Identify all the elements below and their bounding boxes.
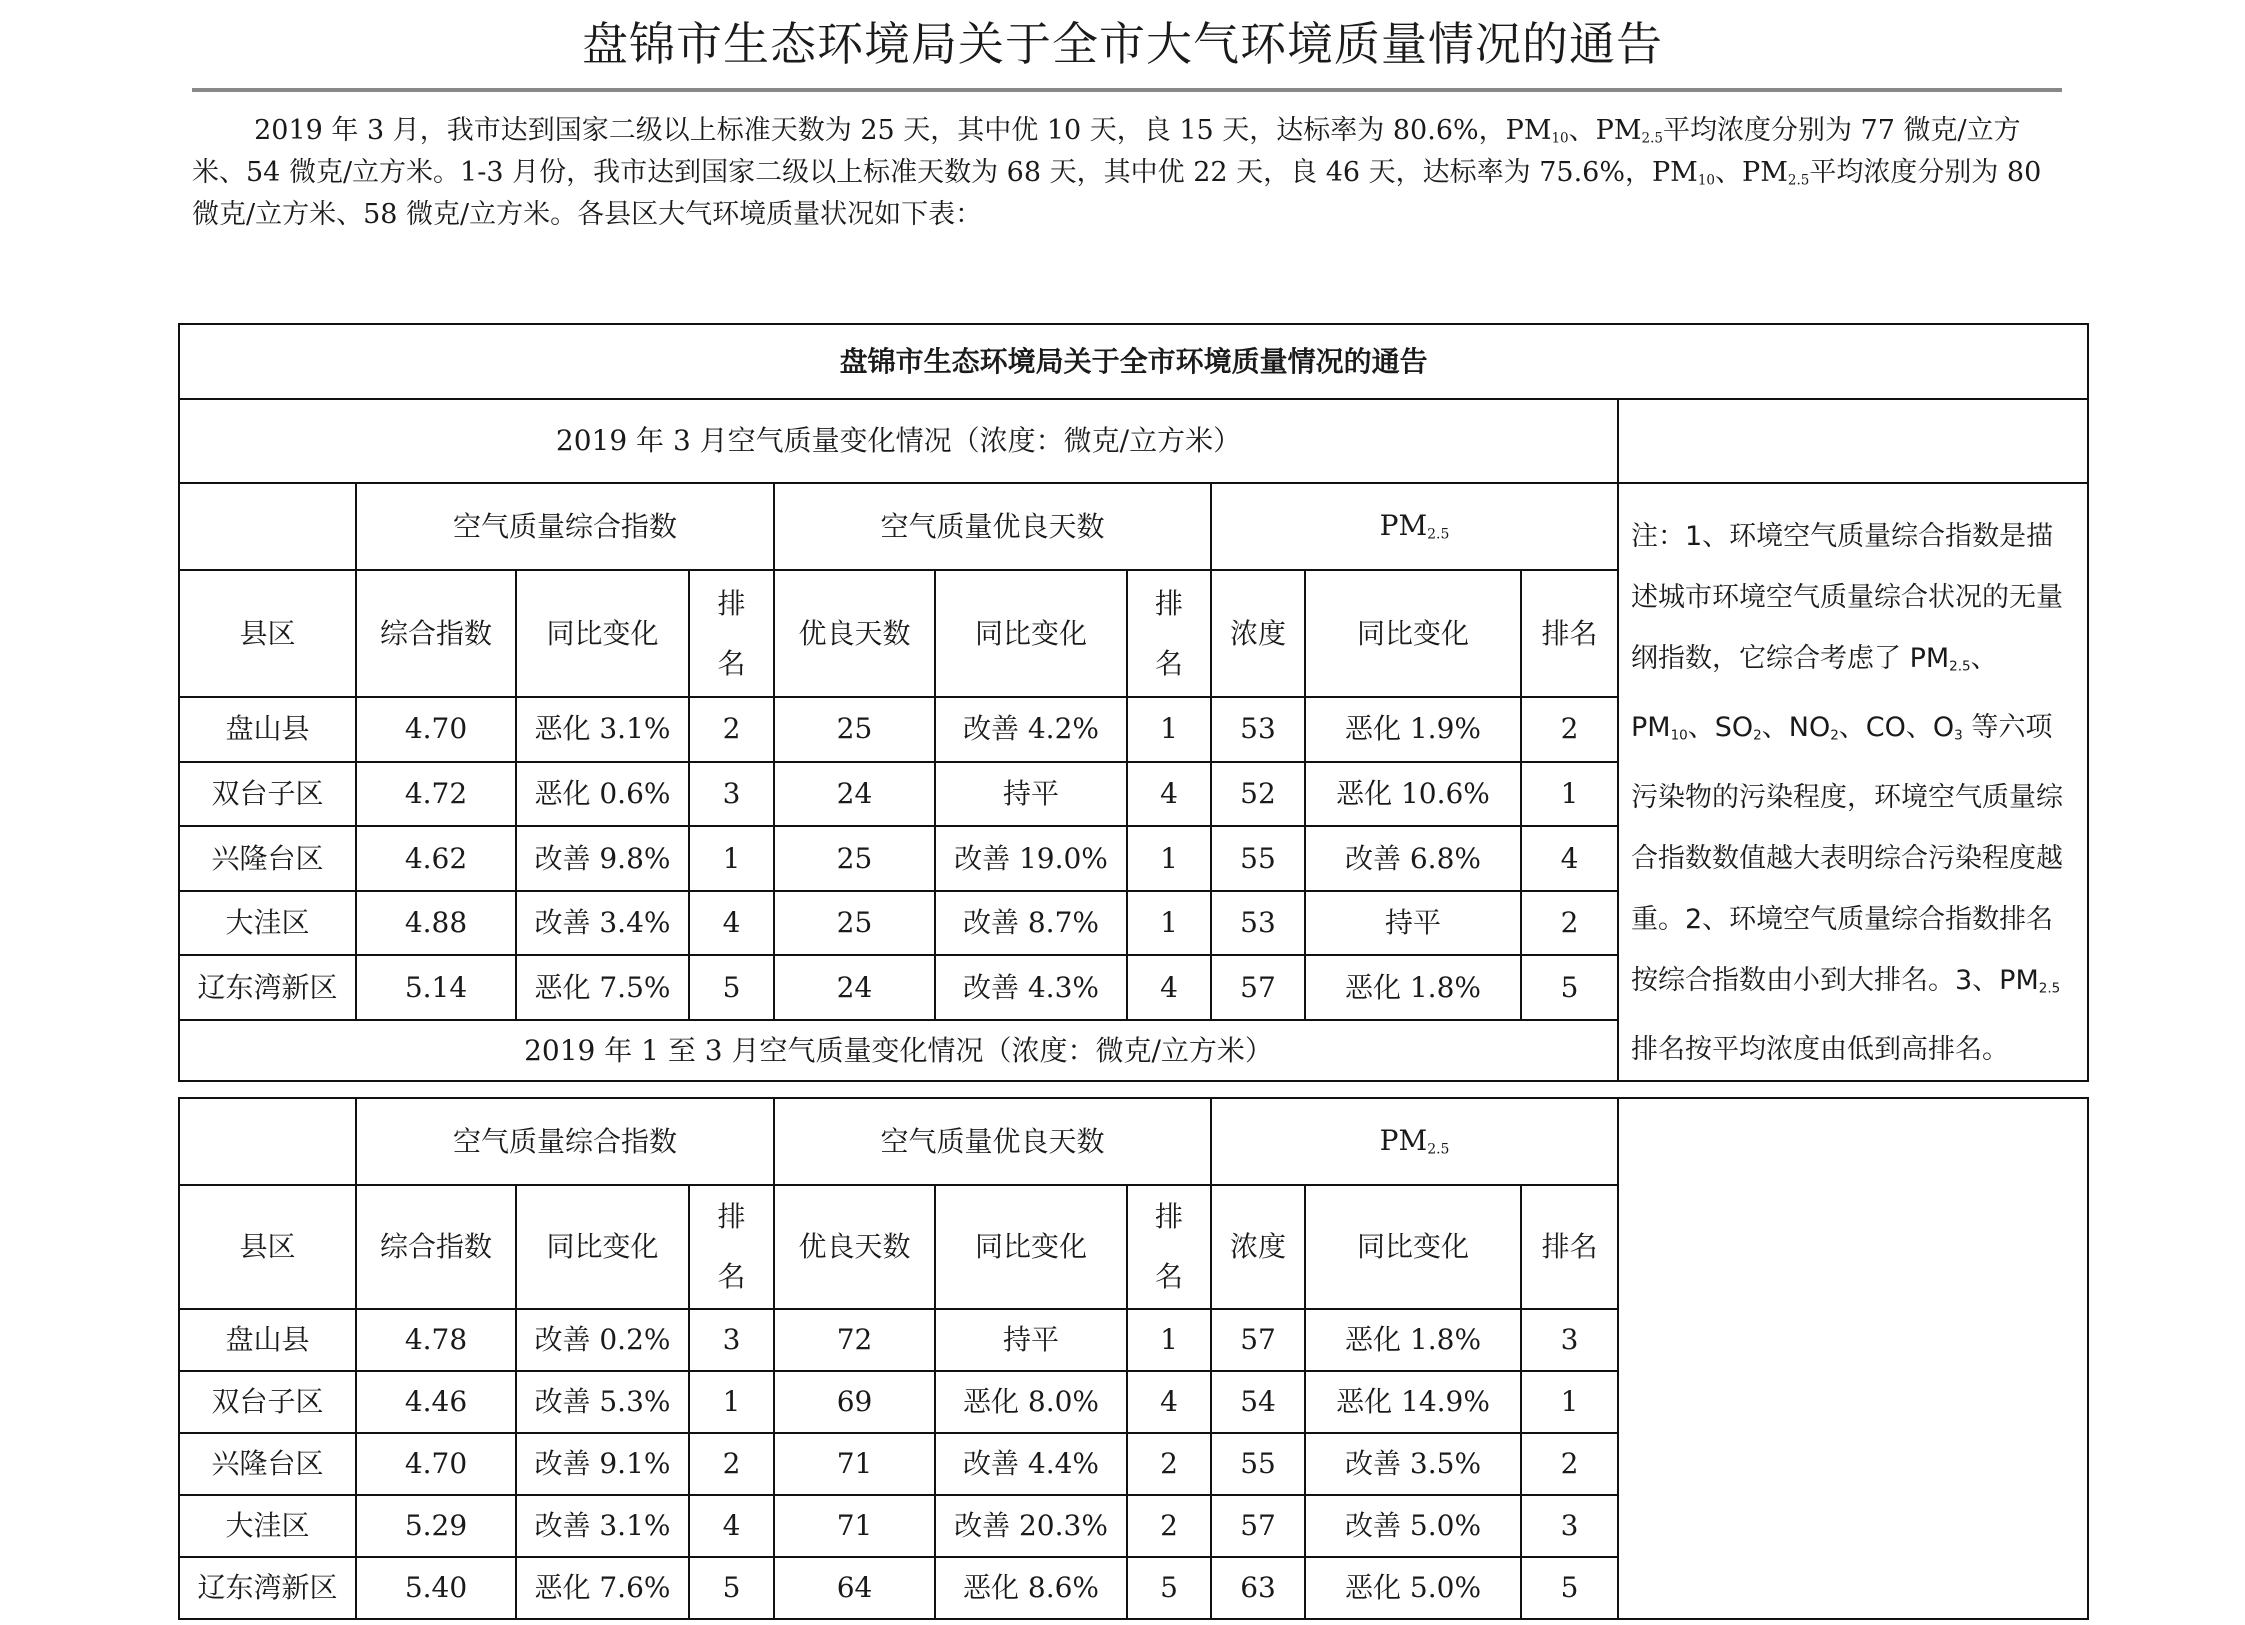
table-cell: 1 xyxy=(1521,1371,1618,1433)
col-good-days: 优良天数 xyxy=(774,1185,935,1309)
table-cell: 5 xyxy=(1521,1557,1618,1619)
table-cell: 4.46 xyxy=(356,1371,516,1433)
group-aqi: 空气质量综合指数 xyxy=(356,483,774,570)
table-cell: 3 xyxy=(689,762,774,827)
table-cell: 恶化 5.0% xyxy=(1305,1557,1521,1619)
col-index: 综合指数 xyxy=(356,570,516,697)
blank-cell xyxy=(1618,399,2088,483)
col-rank: 排 名 xyxy=(1127,570,1211,697)
table-cell: 2 xyxy=(689,1433,774,1495)
table-cell: 改善 5.3% xyxy=(516,1371,689,1433)
table-cell: 恶化 7.5% xyxy=(516,955,689,1020)
table-cell: 55 xyxy=(1211,1433,1305,1495)
table-cell: 24 xyxy=(774,955,935,1020)
table-cell: 持平 xyxy=(935,762,1127,827)
table-cell: 兴隆台区 xyxy=(179,1433,356,1495)
table-cell: 5 xyxy=(1521,955,1618,1020)
table-cell: 54 xyxy=(1211,1371,1305,1433)
table-cell: 双台子区 xyxy=(179,1371,356,1433)
col-yoy: 同比变化 xyxy=(935,1185,1127,1309)
col-rank: 排名 xyxy=(1521,570,1618,697)
table-cell: 改善 4.3% xyxy=(935,955,1127,1020)
table-cell: 恶化 1.8% xyxy=(1305,955,1521,1020)
table-cell: 57 xyxy=(1211,1495,1305,1557)
col-yoy: 同比变化 xyxy=(516,1185,689,1309)
march-table xyxy=(178,323,2089,1082)
group-good-days: 空气质量优良天数 xyxy=(774,483,1211,570)
table-cell: 兴隆台区 xyxy=(179,826,356,891)
table-cell: 5.29 xyxy=(356,1495,516,1557)
table-cell: 持平 xyxy=(1305,891,1521,956)
table-cell: 改善 3.5% xyxy=(1305,1433,1521,1495)
table-cell: 71 xyxy=(774,1433,935,1495)
table-cell: 63 xyxy=(1211,1557,1305,1619)
col-conc: 浓度 xyxy=(1211,570,1305,697)
table-cell: 1 xyxy=(1127,697,1211,762)
table-cell: 4.70 xyxy=(356,697,516,762)
table-cell: 64 xyxy=(774,1557,935,1619)
table-cell: 3 xyxy=(1521,1309,1618,1371)
table-cell: 25 xyxy=(774,697,935,762)
corner-cell xyxy=(179,1098,356,1185)
table-cell: 辽东湾新区 xyxy=(179,955,356,1020)
col-yoy: 同比变化 xyxy=(935,570,1127,697)
table-cell: 5 xyxy=(689,955,774,1020)
group-pm25: $PM_{2.5}$ xyxy=(1211,483,1618,570)
table-cell: 改善 6.8% xyxy=(1305,826,1521,891)
table-cell: 恶化 0.6% xyxy=(516,762,689,827)
group-pm25: $PM_{2.5}$ xyxy=(1211,1098,1618,1185)
table-cell: 4.88 xyxy=(356,891,516,956)
col-rank: 排 名 xyxy=(689,1185,774,1309)
col-good-days: 优良天数 xyxy=(774,570,935,697)
q1-table xyxy=(178,1097,2089,1620)
table-cell: 双台子区 xyxy=(179,762,356,827)
table-cell: 72 xyxy=(774,1309,935,1371)
table-cell: 57 xyxy=(1211,955,1305,1020)
table-cell: 改善 5.0% xyxy=(1305,1495,1521,1557)
table-cell: 1 xyxy=(1127,891,1211,956)
col-yoy: 同比变化 xyxy=(516,570,689,697)
table-cell: 改善 9.8% xyxy=(516,826,689,891)
col-yoy: 同比变化 xyxy=(1305,1185,1521,1309)
table-cell: 25 xyxy=(774,826,935,891)
table-cell: 53 xyxy=(1211,697,1305,762)
table-cell: 1 xyxy=(689,1371,774,1433)
table-cell: 改善 8.7% xyxy=(935,891,1127,956)
table-cell: 4.78 xyxy=(356,1309,516,1371)
table-cell: 盘山县 xyxy=(179,1309,356,1371)
table-cell: 4 xyxy=(1127,955,1211,1020)
table-cell: 4 xyxy=(1127,762,1211,827)
table-cell: 4.70 xyxy=(356,1433,516,1495)
table-cell: 2 xyxy=(1521,697,1618,762)
table-heading: 盘锦市生态环境局关于全市环境质量情况的通告 xyxy=(179,324,2088,399)
title-divider xyxy=(192,88,2062,92)
col-county: 县区 xyxy=(179,1185,356,1309)
table-cell: 盘山县 xyxy=(179,697,356,762)
table-cell: 4 xyxy=(1521,826,1618,891)
table-cell: 辽东湾新区 xyxy=(179,1557,356,1619)
table-cell: 4.62 xyxy=(356,826,516,891)
table-cell: 改善 4.2% xyxy=(935,697,1127,762)
intro-text: 2019 年 3 月，我市达到国家二级以上标准天数为 25 天，其中优 10 天，良 15 天，达标率为 80.6%，$PM_{10}$、$PM_{2.5}$平均浓度分别为 77 微克/立方米、54 微克/立方米。1-3 月份，我市达到国家二级以上标准天数为 68 天，其中优 22 天，良 46 天，达标率为 75.6%，$PM_{10}$、$PM_{2.5}$平均浓度分别为 80 微克/立方米、58 微克/立方米。各县区大气环境质量状况如下表： xyxy=(192,115,2042,230)
col-county: 县区 xyxy=(179,570,356,697)
group-good-days: 空气质量优良天数 xyxy=(774,1098,1211,1185)
table-cell: 71 xyxy=(774,1495,935,1557)
table-cell: 5.14 xyxy=(356,955,516,1020)
march-subtitle: 2019 年 3 月空气质量变化情况（浓度：微克/立方米） xyxy=(179,399,1618,483)
col-rank: 排名 xyxy=(1521,1185,1618,1309)
blank-cell xyxy=(1618,1098,2088,1619)
corner-cell xyxy=(179,483,356,570)
table-cell: 恶化 3.1% xyxy=(516,697,689,762)
table-cell: 2 xyxy=(1127,1433,1211,1495)
q1-subtitle: 2019 年 1 至 3 月空气质量变化情况（浓度：微克/立方米） xyxy=(179,1020,1618,1082)
table-cell: 4 xyxy=(689,891,774,956)
table-cell: 25 xyxy=(774,891,935,956)
table-cell: 5 xyxy=(689,1557,774,1619)
table-cell: 改善 19.0% xyxy=(935,826,1127,891)
table-cell: 5 xyxy=(1127,1557,1211,1619)
table-cell: 4 xyxy=(689,1495,774,1557)
table-cell: 4 xyxy=(1127,1371,1211,1433)
col-conc: 浓度 xyxy=(1211,1185,1305,1309)
table-cell: 改善 20.3% xyxy=(935,1495,1127,1557)
table-cell: 3 xyxy=(689,1309,774,1371)
table-cell: 恶化 8.6% xyxy=(935,1557,1127,1619)
col-rank: 排 名 xyxy=(689,570,774,697)
table-cell: 恶化 10.6% xyxy=(1305,762,1521,827)
page-title: 盘锦市生态环境局关于全市大气环境质量情况的通告 xyxy=(582,17,1663,71)
col-index: 综合指数 xyxy=(356,1185,516,1309)
table-cell: 57 xyxy=(1211,1309,1305,1371)
table-cell: 2 xyxy=(689,697,774,762)
table-cell: 持平 xyxy=(935,1309,1127,1371)
col-yoy: 同比变化 xyxy=(1305,570,1521,697)
table-cell: 2 xyxy=(1521,891,1618,956)
table-cell: 5.40 xyxy=(356,1557,516,1619)
table-cell: 改善 4.4% xyxy=(935,1433,1127,1495)
table-cell: 大洼区 xyxy=(179,891,356,956)
table-cell: 恶化 1.9% xyxy=(1305,697,1521,762)
col-rank: 排 名 xyxy=(1127,1185,1211,1309)
table-cell: 55 xyxy=(1211,826,1305,891)
table-cell: 69 xyxy=(774,1371,935,1433)
table-cell: 恶化 1.8% xyxy=(1305,1309,1521,1371)
table-cell: 24 xyxy=(774,762,935,827)
table-cell: 恶化 7.6% xyxy=(516,1557,689,1619)
table-cell: 2 xyxy=(1127,1495,1211,1557)
table-cell: 4.72 xyxy=(356,762,516,827)
table-cell: 恶化 8.0% xyxy=(935,1371,1127,1433)
note-cell: 注：1、环境空气质量综合指数是描述城市环境空气质量综合状况的无量纲指数，它综合考虑了 $PM_{2.5}$、$PM_{10}$、$SO_2$、$NO_2$、CO、$O_3$ 等六项污染物的污染程度，环境空气质量综合指数数值越大表明综合污染程度越重。2、环境空气质量综合指数排名按综合指数由小到大排名。3、$PM_{2.5}$排名按平均浓度由低到高排名。 xyxy=(1618,483,2088,1081)
table-cell: 3 xyxy=(1521,1495,1618,1557)
table-cell: 2 xyxy=(1521,1433,1618,1495)
table-cell: 恶化 14.9% xyxy=(1305,1371,1521,1433)
table-cell: 改善 3.4% xyxy=(516,891,689,956)
table-cell: 改善 0.2% xyxy=(516,1309,689,1371)
table-cell: 改善 9.1% xyxy=(516,1433,689,1495)
table-cell: 52 xyxy=(1211,762,1305,827)
table-cell: 53 xyxy=(1211,891,1305,956)
intro-paragraph xyxy=(192,110,2062,262)
table-cell: 1 xyxy=(1127,1309,1211,1371)
table-cell: 大洼区 xyxy=(179,1495,356,1557)
group-aqi: 空气质量综合指数 xyxy=(356,1098,774,1185)
table-cell: 改善 3.1% xyxy=(516,1495,689,1557)
table-cell: 1 xyxy=(1127,826,1211,891)
table-cell: 1 xyxy=(1521,762,1618,827)
table-cell: 1 xyxy=(689,826,774,891)
